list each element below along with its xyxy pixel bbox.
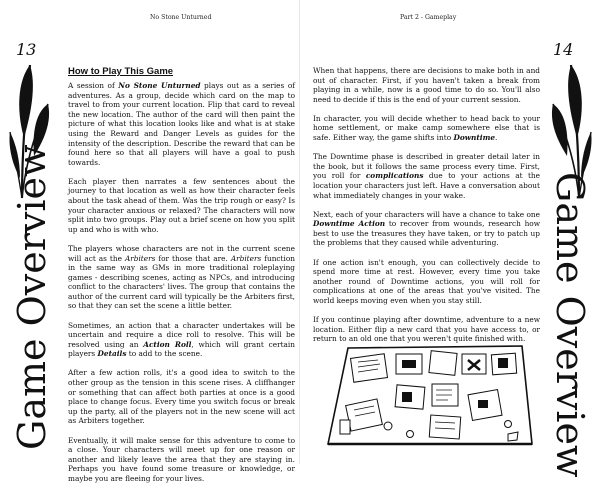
paragraph: Sometimes, an action that a character undertakes will be uncertain and require a dice roll to resolve. This will be resolved using an Action Roll, which will grant certain players Details to add to the scene. <box>68 320 295 359</box>
right-page-number: 14 <box>553 40 574 59</box>
paragraph: A session of No Stone Unturned plays out as a series of adventures. As a group, decide which card on the map to travel to from your current location. Flip that card to reveal the new location. The author of the card will then paint the picture of what this location looks like and what is at stake using the Reward and Danger Levels as guides for the intensity of the description. Describe the reward that can be found here so that all players will have a goal to push towards. <box>68 81 295 167</box>
section-heading: How to Play This Game <box>68 66 174 77</box>
paragraph: In character, you will decide whether to head back to your home settlement, or make camp somewhere else that is safe. Either way, the game shifts into Downtime. <box>313 113 540 143</box>
paragraph: Next, each of your characters will have a chance to take one Downtime Action to recover from wounds, research how best to use the treasures they have taken, or try to patch up the problems that they caused while adventuring. <box>313 209 541 248</box>
game-table-illustration <box>318 340 538 452</box>
right-text-column <box>313 66 540 353</box>
paragraph: The players whose characters are not in the current scene will act as the Arbiters for those that are. Arbiters function in the same way as GMs in more traditional roleplaying games - describing scenes, acting as NPCs, and introducing conflict to the characters' lives. The group that contains the author of the current card will typically be the Arbiters first, so that they can set the scene a little better. <box>68 243 296 311</box>
paragraph: When that happens, there are decisions to make both in and out of character. First, if you haven't taken a break from playing in a while, now is a good time to do so. You'll also need to decide if this is the end of your current session. <box>313 66 540 104</box>
left-side-title: Game Overview <box>10 144 54 450</box>
page-gutter <box>299 0 300 464</box>
left-text-column <box>68 66 295 493</box>
right-running-head: Part 2 - Gameplay <box>400 14 457 21</box>
paragraph: Eventually, it will make sense for this adventure to come to a close. Your characters will meet up for one reason or another and likely leave the area that they are staying in. Perhaps you have found some treasure or knowledge, or maybe you are fleeing for your lives. <box>68 435 295 483</box>
paragraph: If you continue playing after downtime, adventure to a new location. Either flip a new card that you have access to, or return to an old one that you weren't quite finished with. <box>313 314 540 344</box>
paragraph: Each player then narrates a few sentences about the journey to that location as well as how their character feels about the task ahead of them. Was the trip rough or easy? Is your character anxious or relaxed? The characters will now split into two groups. Play out a brief scene on how you split up and who is with who. <box>68 176 295 234</box>
paragraph: After a few action rolls, it's a good idea to switch to the other group as the tension in this scene rises. A cliffhanger or something that can affect both parties at once is a good place to change focus. Every time you switch focus or break up the party, all of the players not in the new scene will act as Arbiters together. <box>68 368 295 426</box>
paragraph: The Downtime phase is described in greater detail later in the book, but it follows the same process every time. First, you roll for complications due to your actions at the location your characters just left. Have a conversation about what immediately changes in your wake. <box>313 152 540 200</box>
left-page-number: 13 <box>16 40 37 59</box>
left-running-head: No Stone Unturned <box>150 14 212 21</box>
paragraph: If one action isn't enough, you can collectively decide to spend more time at rest. However, every time you take another round of Downtime actions, you will roll for complications at one of the areas that you've visited. The world keeps moving even when you stay still. <box>313 257 540 305</box>
right-side-title: Game Overview <box>548 172 592 478</box>
